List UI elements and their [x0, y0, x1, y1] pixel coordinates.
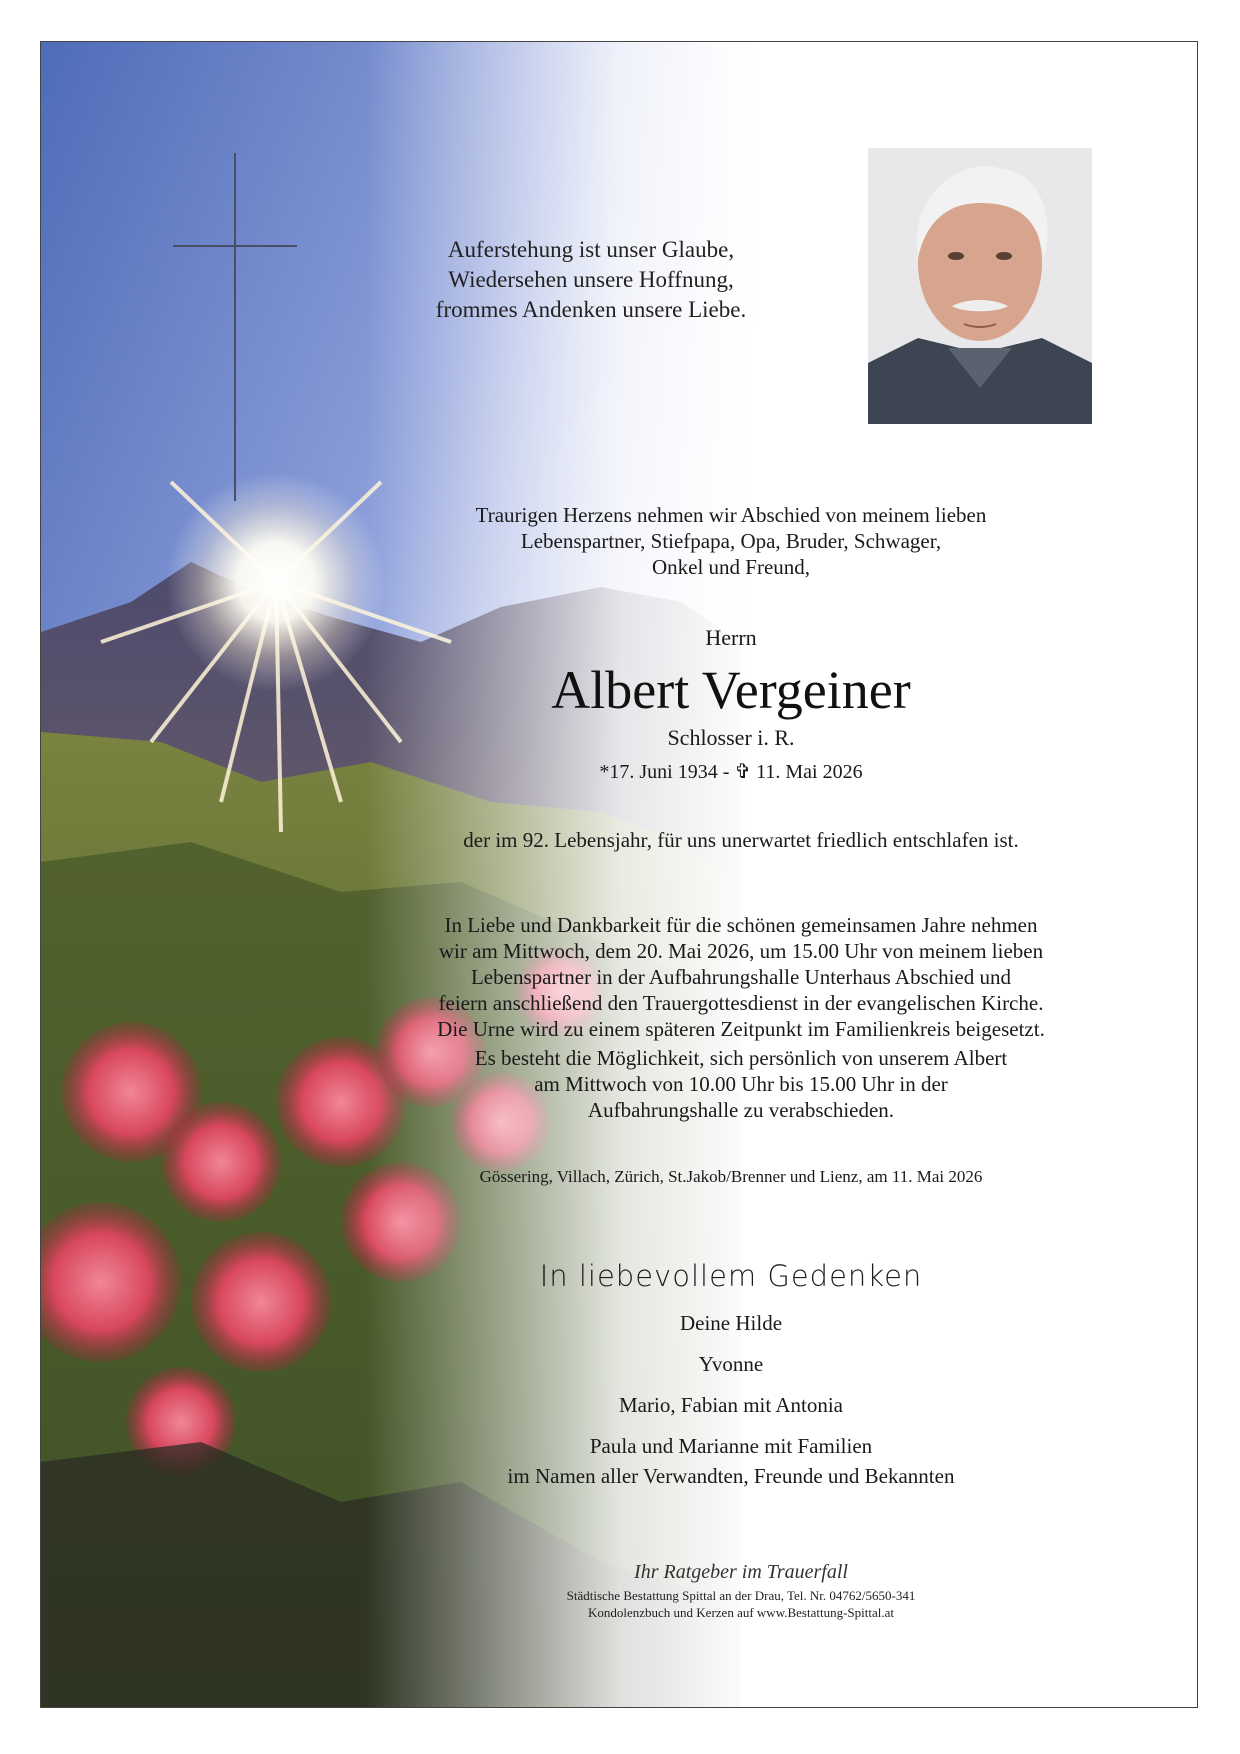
motto — [361, 235, 821, 325]
footer-contact: Städtische Bestattung Spittal an der Drau, Tel. Nr. 04762/5650-341 — [566, 1588, 916, 1603]
cross-icon — [234, 153, 236, 501]
mourner: Mario, Fabian mit Antonia — [619, 1393, 843, 1417]
footer-title: Ihr Ratgeber im Trauerfall — [634, 1561, 848, 1583]
funeral-line: feiern anschließend den Trauergottesdienst in der evangelischen Kirche. — [438, 991, 1044, 1015]
viewing-line: Aufbahrungshalle zu verabschieden. — [587, 1098, 895, 1122]
life-dates: *17. Juni 1934 - ✞ 11. Mai 2026 — [599, 761, 863, 783]
occupation: Schlosser i. R. — [667, 725, 795, 750]
viewing-line: am Mittwoch von 10.00 Uhr bis 15.00 Uhr in der — [534, 1072, 948, 1096]
motto-line: Auferstehung ist unser Glaube, — [447, 237, 735, 262]
remembrance-heading: In liebevollem Gedenken — [539, 1259, 923, 1293]
intro-line: Traurigen Herzens nehmen wir Abschied von meinem lieben — [475, 503, 987, 527]
intro-line: Lebenspartner, Stiefpapa, Opa, Bruder, Schwager, — [520, 529, 942, 553]
age-line: der im 92. Lebensjahr, für uns unerwartet friedlich entschlafen ist. — [463, 828, 1019, 852]
portrait-photo — [868, 148, 1092, 424]
mourner: Deine Hilde — [679, 1311, 783, 1335]
mourner: Yvonne — [698, 1352, 764, 1376]
deceased-name: Albert Vergeiner — [551, 660, 911, 720]
funeral-paragraph — [381, 912, 1101, 1042]
footer-condolence: Kondolenzbuch und Kerzen auf www.Bestattung-Spittal.at — [587, 1605, 895, 1620]
place-date: Gössering, Villach, Zürich, St.Jakob/Brenner und Lienz, am 11. Mai 2026 — [479, 1167, 983, 1186]
cross-icon-bar — [173, 245, 297, 247]
viewing-line: Es besteht die Möglichkeit, sich persönlich von unserem Albert — [474, 1046, 1008, 1070]
funeral-line: In Liebe und Dankbarkeit für die schönen gemeinsamen Jahre nehmen — [444, 913, 1038, 937]
intro-text — [441, 502, 1021, 580]
mourners-list — [541, 1303, 921, 1467]
relatives-line: im Namen aller Verwandten, Freunde und Bekannten — [507, 1464, 955, 1488]
funeral-line: Die Urne wird zu einem späteren Zeitpunkt im Familienkreis beigesetzt. — [437, 1017, 1045, 1041]
intro-line: Onkel und Freund, — [651, 555, 811, 579]
mourner: Paula und Marianne mit Familien — [589, 1434, 873, 1458]
viewing-paragraph — [381, 1045, 1101, 1123]
obituary-card — [40, 41, 1198, 1708]
salutation: Herrn — [705, 625, 757, 650]
motto-line: Wiedersehen unsere Hoffnung, — [448, 267, 734, 292]
funeral-line: Lebenspartner in der Aufbahrungshalle Unterhaus Abschied und — [470, 965, 1011, 989]
funeral-line: wir am Mittwoch, dem 20. Mai 2026, um 15.00 Uhr von meinem lieben — [438, 939, 1044, 963]
motto-line: frommes Andenken unsere Liebe. — [435, 297, 747, 322]
